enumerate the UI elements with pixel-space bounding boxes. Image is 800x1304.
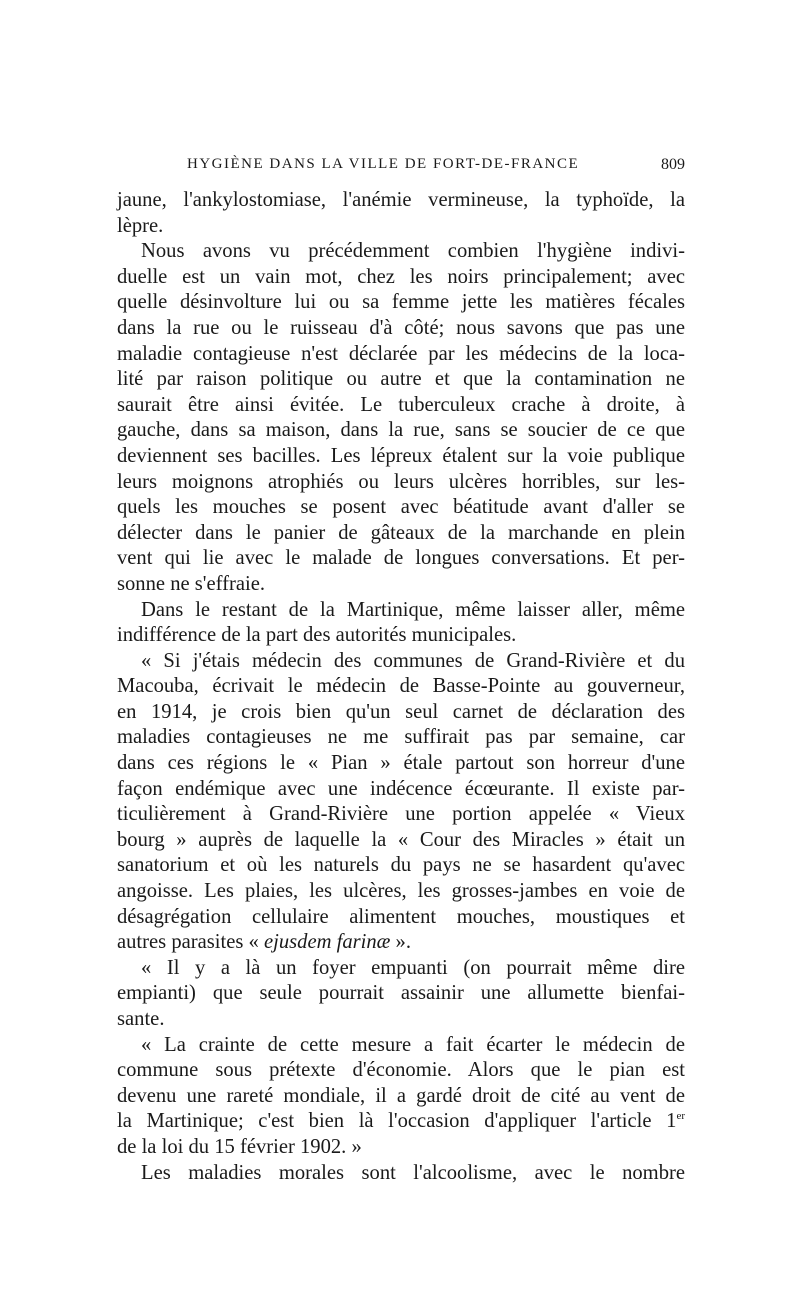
- text-line: en 1914, je crois bien qu'un seul carnet de déclaration des: [117, 700, 685, 723]
- text-line: de la loi du 15 février 1902. »: [117, 1135, 362, 1158]
- text-line: Les maladies morales sont l'alcoolisme, avec le nombre: [141, 1161, 685, 1184]
- text-line: devenu une rareté mondiale, il a gardé droit de cité au vent de: [117, 1084, 685, 1107]
- text-line: « Si j'étais médecin des communes de Grand-Rivière et du: [141, 649, 685, 672]
- text-line: lèpre.: [117, 214, 164, 237]
- text-line: leurs moignons atrophiés ou leurs ulcères horribles, sur les-: [117, 470, 685, 493]
- text-line: empianti) que seule pourrait assainir une allumette bienfai-: [117, 982, 685, 1005]
- text-line: lité par raison politique ou autre et que la contamination ne: [117, 368, 685, 391]
- text-line: dans la rue ou le ruisseau d'à côté; nous savons que pas une: [117, 316, 685, 339]
- text-line: quelle désinvolture lui ou sa femme jette les matières fécales: [117, 291, 685, 314]
- text-line: quels les mouches se posent avec béatitude avant d'aller se: [117, 496, 685, 519]
- text-line: ticulièrement à Grand-Rivière une portion appelée « Vieux: [117, 803, 685, 826]
- text-line: deviennent ses bacilles. Les lépreux étalent sur la voie publique: [117, 444, 685, 467]
- text-line: indifférence de la part des autorités municipales.: [117, 624, 517, 647]
- text-line: dans ces régions le « Pian » étale partout son horreur d'une: [117, 752, 685, 775]
- text-line: jaune, l'ankylostomiase, l'anémie vermineuse, la typhoïde, la: [117, 189, 685, 211]
- text-line: Dans le restant de la Martinique, même laisser aller, même: [141, 598, 685, 621]
- running-head: [117, 150, 685, 178]
- text-fragment: ».: [390, 931, 411, 954]
- paragraph: [117, 649, 685, 956]
- text-line: sonne ne s'effraie.: [117, 572, 265, 595]
- text-line: vent qui lie avec le malade de longues conversations. Et per-: [117, 547, 685, 570]
- running-title: HYGIÈNE DANS LA VILLE DE FORT-DE-FRANCE: [187, 156, 580, 172]
- text-line: maladies contagieuses ne me suffirait pas par semaine, car: [117, 726, 685, 749]
- text-line: [117, 1109, 685, 1135]
- text-line: « La crainte de cette mesure a fait écarter le médecin de: [141, 1033, 685, 1056]
- body-text: [117, 188, 685, 1186]
- text-line: Nous avons vu précédemment combien l'hygiène indivi-: [141, 240, 685, 263]
- text-line: sante.: [117, 1008, 165, 1030]
- text-line: désagrégation cellulaire alimentent mouches, moustiques et: [117, 905, 685, 928]
- text-line: [117, 930, 685, 956]
- text-line: angoisse. Les plaies, les ulcères, les grosses-jambes en voie de: [117, 880, 685, 903]
- text-line: saurait être ainsi évitée. Le tuberculeux crache à droite, à: [117, 393, 685, 416]
- superscript: er: [676, 1110, 685, 1123]
- text-line: « Il y a là un foyer empuanti (on pourrait même dire: [141, 956, 685, 979]
- text-line: bourg » auprès de laquelle la « Cour des Miracles » était un: [117, 828, 685, 851]
- text-fragment: autres parasites «: [117, 931, 264, 954]
- text-line: commune sous prétexte d'économie. Alors que le pian est: [117, 1059, 685, 1082]
- paragraph: [117, 956, 685, 1033]
- italic-latin-phrase: ejusdem farinæ: [263, 931, 391, 954]
- page-number: 809: [661, 156, 685, 173]
- paragraph: [117, 1033, 685, 1161]
- paragraph: [117, 239, 685, 597]
- text-line: maladie contagieuse n'est déclarée par les médecins de la loca-: [117, 342, 685, 365]
- text-line: délecter dans le panier de gâteaux de la marchande en plein: [117, 521, 685, 544]
- book-page: [117, 150, 685, 1186]
- text-fragment: la Martinique; c'est bien là l'occasion d'appliquer l'article 1: [117, 1110, 677, 1133]
- text-line: gauche, dans sa maison, dans la rue, sans se soucier de ce que: [117, 419, 685, 442]
- text-line: duelle est un vain mot, chez les noirs principalement; avec: [117, 265, 685, 288]
- text-line: Macouba, écrivait le médecin de Basse-Pointe au gouverneur,: [117, 675, 685, 698]
- text-line: façon endémique avec une indécence écœurante. Il existe par-: [117, 777, 685, 800]
- text-line: sanatorium et où les naturels du pays ne se hasardent qu'avec: [117, 854, 685, 877]
- paragraph: [117, 1161, 685, 1187]
- paragraph: [117, 598, 685, 649]
- paragraph: [117, 188, 685, 239]
